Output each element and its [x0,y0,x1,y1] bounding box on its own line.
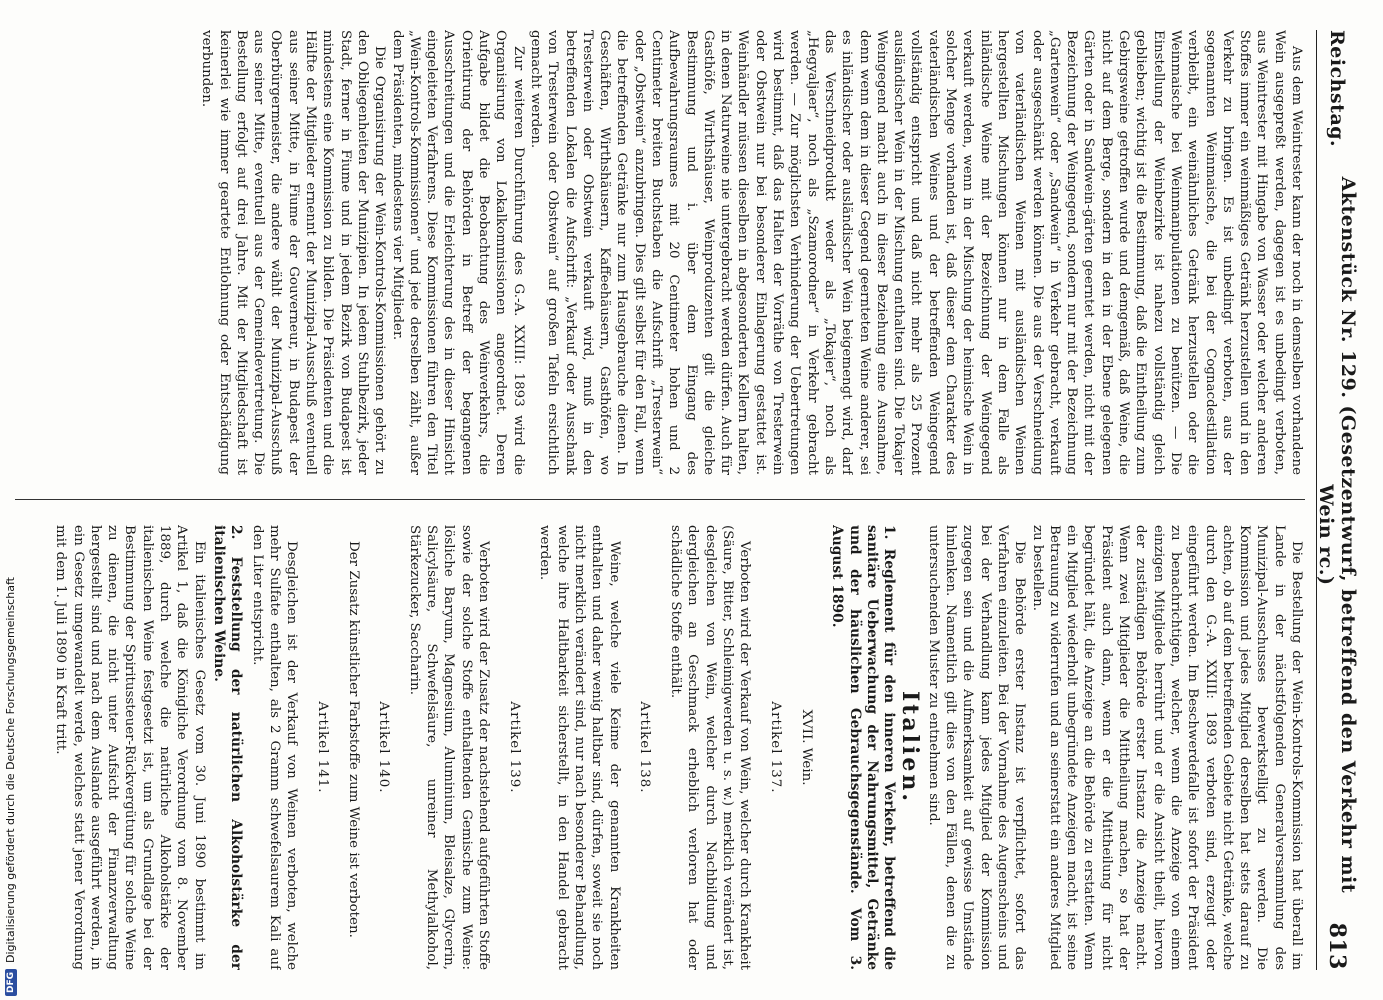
article-heading: Artikel 141. [314,701,330,794]
dfg-logo: DFG [5,969,17,996]
paragraph: Zur weiteren Durchführung des G.-A. XXIII: 1893 wird die Organisirung von Lokalkommissionen angeordnet. Deren Aufgabe bildet die Beobachtung des Weinverkehrs, die Orientirung der Behörden in Betreff der begangenen Ausschreitungen und die Erleichterung des in dieser Hinsicht eingeleiteten Verfahrens. Diese Kommissionen führen den Titel „Wein-Kontrols-Kommissionen“ und jede derselben zählt, außer dem Präsidenten, mindestens vier Mitglieder. [389,30,526,475]
chapter-heading: XVII. Wein. [798,709,814,786]
paragraph: Ein italienisches Gesetz vom 30. Juni 1890 bestimmt im Artikel 1, daß die Königliche Verordnung vom 8. November 1889, durch welche die natürliche Alkoholstärke der italienischen Weine festgesetzt ist, um als Grundlage bei der Bestimmung der Spiritussteuer-Rückvergütung für solche Weine zu dienen, die nicht unter Aufsicht der Finanzverwaltung hergestellt sind und nach dem Auslande ausgeführt werden, in ein Gesetz umgewandelt werde, welches statt jener Verordnung mit dem 1. Juli 1890 in Kraft tritt. [53,525,207,970]
article-heading: Artikel 140. [376,701,392,794]
paragraph: Die Behörde erster Instanz ist verpflichtet, sofort das Verfahren einzuleiten. Bei der Vornahme des Augenscheins und bei der Verhandlung kann jedes Mitglied der Kommission zugegen sein und die Aufmerksamkeit auf gewisse Umstände hinlenken. Namentlich gilt dies von den Fällen, denen die zu untersuchenden Muster zu entnehmen sind. [925,525,1028,970]
right-column [5,525,1305,970]
credit-text: Digitalisierung gefördert durch die Deutsche Forschungsgemeinschaft [4,577,17,963]
article-text: Verboten wird der Zusatz der nachstehend aufgeführten Stoffe sowie der solche Stoffe enthaltenden Gemische zum Weine: lösliche Baryum, Magnesium, Aluminium, Bleisalze, Glycerin, Salicylsäure, Schwefelsäure, unreiner Methylalkohol, Stärkezucker, Saccharin. [406,525,492,970]
article-text: Desgleichen ist der Verkauf von Weinen verboten, welche mehr Sulfate enthalten, als 2 Gramm schwefelsaurem Kali auf den Liter entspricht. [249,525,300,970]
left-column [5,30,1305,475]
article-heading: Artikel 139. [506,701,522,794]
header-title: Aktenstück Nr. 129. (Gesetzentwurf, betreffend den Verkehr mit Wein rc.) [1315,176,1359,894]
paragraph: Die Organisirung der Wein-Kontrols-Kommissionen gehört zu den Obliegenheiten der Munizipien. In jedem Stuhlbezirk, jeder Stadt, ferner in Fiume und in jedem Bezirk von Budapest ist mindestens eine Kommission zu bilden. Die Präsidenten und die Hälfte der Mitglieder ernennt der Munizipal-Ausschuß eventuell aus seiner Mitte, in Fiume der Gouverneur, in Budapest der Oberbürgermeister, die andere wählt der Munizipal-Ausschuß aus seiner Mitte, eventuell aus der Gemeindevertretung. Die Bestellung erfolgt auf drei Jahre. Mit der Mitgliedschaft ist keinerlei wie immer geartete Entlohnung oder Entschädigung verbunden. [199,30,388,475]
article-heading: Artikel 137. [767,701,783,794]
column-divider [15,499,1305,500]
article-text: Verboten wird der Verkauf von Wein, welcher durch Krankheit (Säure, Bitter, Schleimigwerden u. s. w.) merklich verändert ist, desgleichen von Wein, welcher durch Nachbildung und dergleichen an Geschmack erheblich verloren hat oder schädliche Stoffe enthält. [668,525,753,970]
paragraph: Die Bestellung der Wein-Kontrols-Kommission hat überall im Lande in der nächstfolgenden Generalversammlung des Munizipal-Ausschusses bewerkstelligt zu werden. Die Kommission und jedes Mitglied derselben hat stets darauf zu achten, ob auf dem betreffenden Gebiete nicht Getränke, welche durch den G.-A. XXIII: 1893 verboten sind, erzeugt oder eingeführt werden. Im Beschwerdefalle ist sofort der Präsident zu benachrichtigen, welcher, wenn die Anzeige von einem einzigen Mitgliede herrührt und er die Ansicht theilt, hiervon der zuständigen Behörde erster Instanz die Anzeige macht. Wenn zwei Mitglieder die Mittheilung machen, so hat der Präsident auch dann, wenn er die Mittheilung für nicht begründet hält, die Anzeige an die Behörde zu erstatten. Wenn ein Mitglied wiederholt unbegründete Anzeigen macht, ist seine Betrauung zu widerrufen und an seinerstatt ein anderes Mitglied zu bestellen. [1029,525,1304,970]
section-title: 2. Feststellung der natürlichen Alkoholstärke der italienischen Weine. [210,525,245,970]
paragraph: Aus dem Weintrester kann der noch in demselben vorhandene Wein ausgepreßt werden, dagegen ist es unbedingt verboten, aus Weintrester mit Hingabe von Wasser oder welcher anderen Stoffes immer ein weinmäßiges Getränk herzustellen und in den Verkehr zu bringen. Es ist unbedingt verboten, aus der sogenannten Weinmaische, die bei der Cognacdestillation verbleibt, ein weinähnliches Getränk herzustellen oder die Weinmaische bei Weinmanipulationen zu benützen. — Die Einstellung der Weinbezirke ist nahezu vollständig gleich geblieben; wichtig ist die Bestimmung, daß die Eintheilung zum Gebirgsweine getroffen wurde und demgemäß, daß Weine, die nicht auf dem Berge, sondern in den in der Ebene gelegenen Gärten oder in Sandwein-gärten geerntet werden, nicht mit der Bezeichnung der Weingegend, sondern nur mit der Bezeichnung „Gartenwein“ oder „Sandwein“ in Verkehr gebracht, verkauft oder ausgeschänkt werden können. Die aus der Verschneidung von vaterländischen Weinen mit ausländischen Weinen hergestellten Mischungen können nur in dem Falle als inländische Weine mit der Bezeichnung der Weingegend verkauft werden, wenn in der Mischung der heimische Wein in solcher Menge vorhanden ist, daß dieser dem Charakter des vaterländischen Weines und der betreffenden Weingegend vollständig entspricht und daß nicht mehr als 25 Prozent ausländischer Wein in der Mischung enthalten sind. Die Tokajer Weingegend macht auch in dieser Beziehung eine Ausnahme, denn wenn dem in dieser Gegend geernteten Weine anderer, sei es inländischer oder ausländischer Wein beigemengt wird, darf das Verschneidprodukt weder als „Tokajer“, noch als „Hegyaljaer“, noch als „Szamorodner“ in Verkehr gebracht werden. — Zur möglichsten Verhinderung der Uebertretungen wird bestimmt, daß das Halten der Vorräthe von Tresterwein oder Obstwein nur bei besonderer Einlagerung gestattet ist. Weinhändler müssen dieselben in abgesonderten Kellern halten, in denen Naturweine nie untergebracht werden dürfen. Auch für Gasthöfe, Wirthshäuser, Weinproduzenten gilt die gleiche Bestimmung und i. über dem Eingang des Aufbewahrungsraumes mit 20 Centimeter hohen und 2 Centimeter breiten Buchstaben die Aufschrift „Tresterwein“ oder „Obstwein“ anzubringen. Dies gilt selbst für den Fall, wenn die betreffenden Getränke nur zum Hausgebrauche dienen. In Geschäften, Wirthshäusern, Kaffeehäusern, Gasthöfen, wo Tresterwein oder Obstwein verkauft wird, muß in den betreffenden Lokalen die Aufschrift: „Verkauf oder Ausschank von Tresterwein oder Obstwein“ auf großen Tafeln ersichtlich gemacht werden. [527,30,1304,475]
country-heading: Italien. [897,690,924,805]
section-title: 1. Reglement für den inneren Verkehr, betreffend die sanitäre Ueberwachung der Nahrungsmittel, Getränke und der häuslichen Gebrauchsgegenstände. Vom 3. August 1890. [829,525,898,970]
article-text: Der Zusatz künstlicher Farbstoffe zum Weine ist verboten. [345,541,361,938]
article-text: Weine, welche viele Keime der genannten Krankheiten enthalten und daher wenig haltbar sind, dürfen, soweit sie noch nicht merklich verändert sind, nur nach besonderer Behandlung, welche ihre Haltbarkeit sicherstellt, in den Handel gebracht werden. [537,525,622,970]
funding-credit [4,76,17,996]
article-heading: Artikel 138. [637,701,653,794]
page-header [1316,30,1357,970]
header-left: Reichstag. [1326,30,1348,148]
page-number: 813 [1324,922,1350,970]
